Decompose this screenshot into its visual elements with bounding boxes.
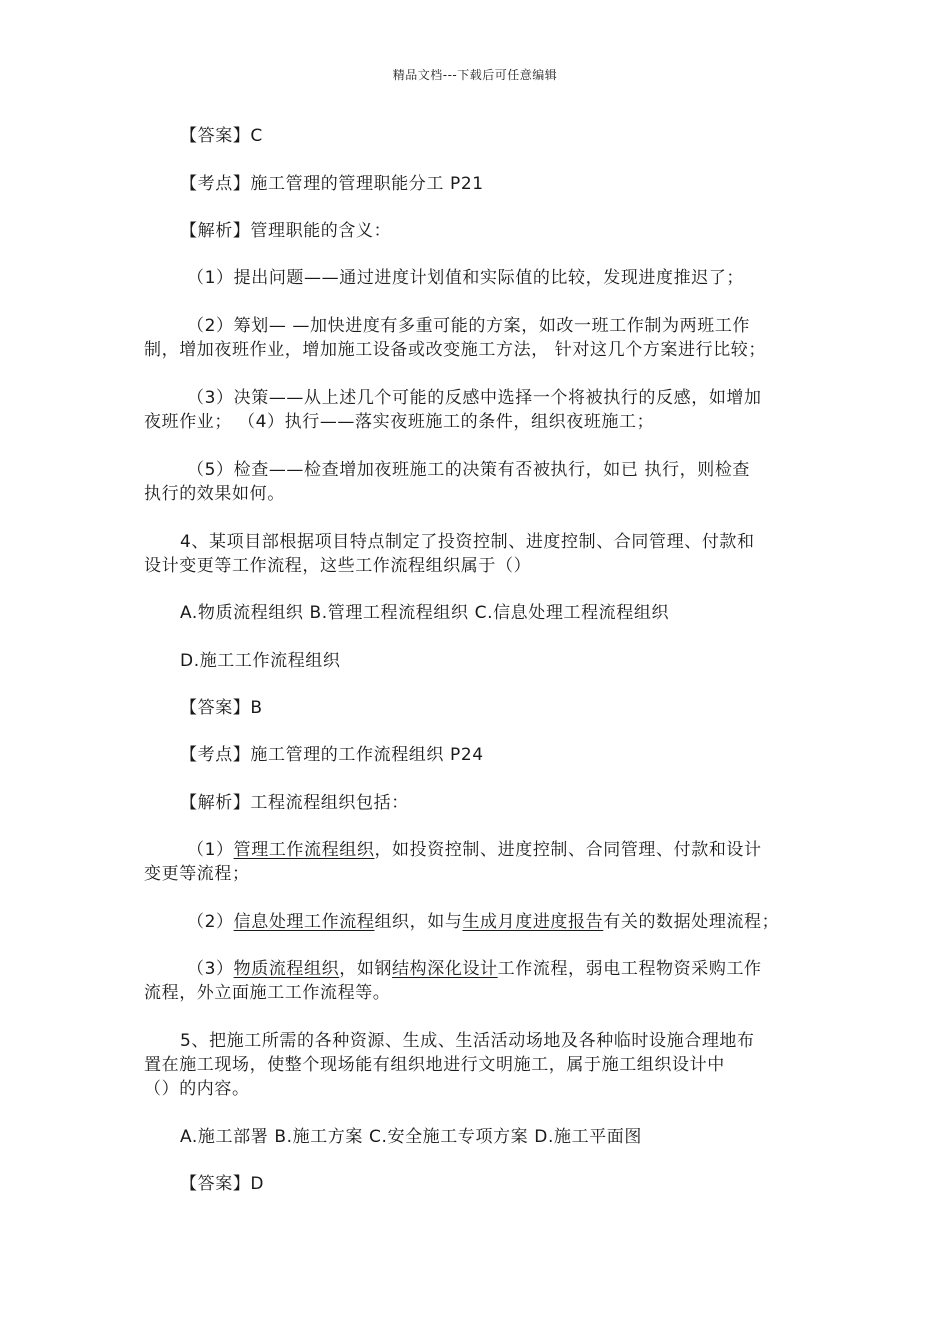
flow-item-2-underlined-2: 生成月度进度报告 — [462, 912, 604, 932]
answer-label-q5: 【答案】D — [180, 1174, 265, 1194]
flow-item-3-line1 — [187, 957, 762, 981]
flow-item-2-prefix: （2） — [187, 912, 234, 932]
analysis-heading-q4: 【解析】工程流程组织包括： — [180, 793, 409, 813]
question-4-line2: 设计变更等工作流程，这些工作流程组织属于（） — [144, 556, 532, 576]
answer-label-q4: 【答案】B — [180, 698, 263, 718]
analysis-item-5-line1: （5）检查——检查增加夜班施工的决策有否被执行，如已 执行，则检查 — [187, 460, 751, 480]
flow-item-3-text: 工作流程，弱电工程物资采购工作 — [497, 959, 762, 979]
exam-point-q3: 【考点】施工管理的管理职能分工 P21 — [180, 174, 484, 194]
page-header: 精品文档---下载后可任意编辑 — [392, 68, 558, 82]
flow-item-1-text: ，如投资控制、进度控制、合同管理、付款和设计 — [374, 840, 762, 860]
question-5-line2: 置在施工现场，使整个现场能有组织地进行文明施工，属于施工组织设计中 — [144, 1055, 725, 1075]
analysis-item-1: （1）提出问题——通过进度计划值和实际值的比较，发现进度推迟了； — [187, 268, 745, 288]
flow-item-3-mid: ，如钢 — [339, 959, 393, 979]
flow-item-1-line2: 变更等流程； — [144, 864, 250, 884]
question-4-line1: 4、某项目部根据项目特点制定了投资控制、进度控制、合同管理、付款和 — [180, 532, 755, 552]
flow-item-1-line1 — [187, 838, 762, 862]
flow-item-3-underlined-1: 物质流程组织 — [233, 959, 340, 979]
question-5-line3: （）的内容。 — [144, 1079, 250, 1099]
flow-item-3-line2: 流程，外立面施工工作流程等。 — [144, 983, 391, 1003]
flow-item-1-underlined: 管理工作流程组织 — [233, 840, 375, 860]
flow-item-3-underlined-2: 结构深化设计 — [392, 959, 498, 979]
flow-item-1-prefix: （1） — [187, 840, 234, 860]
exam-point-q4: 【考点】施工管理的工作流程组织 P24 — [180, 745, 484, 765]
analysis-item-2-line2: 制，增加夜班作业，增加施工设备或改变施工方法， 针对这几个方案进行比较； — [144, 340, 767, 360]
analysis-item-5-line2: 执行的效果如何。 — [144, 484, 285, 504]
analysis-item-3-line1: （3）决策——从上述几个可能的反感中选择一个将被执行的反感，如增加 — [187, 388, 762, 408]
analysis-item-2-line1: （2）筹划— —加快进度有多重可能的方案，如改一班工作制为两班工作 — [187, 316, 751, 336]
question-5-line1: 5、把施工所需的各种资源、生成、生活活动场地及各种临时设施合理地布 — [180, 1031, 755, 1051]
question-4-options-2: D.施工工作流程组织 — [180, 651, 341, 671]
flow-item-2-mid: 组织，如与 — [374, 912, 463, 932]
question-5-options: A.施工部署 B.施工方案 C.安全施工专项方案 D.施工平面图 — [180, 1127, 642, 1147]
analysis-heading-q3: 【解析】管理职能的含义： — [180, 221, 392, 241]
answer-label-q3: 【答案】C — [180, 126, 263, 146]
flow-item-3-prefix: （3） — [187, 959, 234, 979]
question-4-options-1: A.物质流程组织 B.管理工程流程组织 C.信息处理工程流程组织 — [180, 603, 670, 623]
flow-item-2-underlined-1: 信息处理工作流程 — [233, 912, 375, 932]
analysis-item-3-line2: 夜班作业； （4）执行——落实夜班施工的条件，组织夜班施工； — [144, 412, 655, 432]
flow-item-2-text: 有关的数据处理流程； — [603, 912, 780, 932]
flow-item-2 — [187, 910, 779, 934]
